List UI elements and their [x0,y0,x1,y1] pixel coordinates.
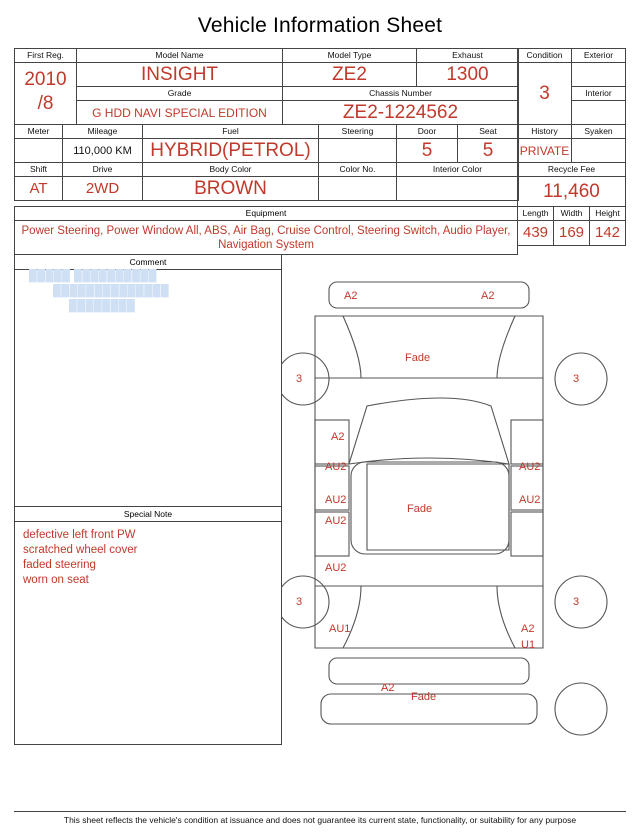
damage-mark: AU1 [329,623,351,635]
label-meter: Meter [15,125,63,139]
table-row [15,125,519,139]
value-model-type: ZE2 [283,63,417,87]
table-row [518,207,626,221]
bottom-section [14,254,626,747]
label-exterior: Exterior [572,49,626,63]
table-row [518,63,626,87]
equipment-block [14,206,518,255]
special-note-line: defective left front PW [23,529,136,541]
damage-mark: AU2 [325,461,347,473]
value-body-color: BROWN [143,177,319,201]
value-interior [572,101,626,125]
damage-mark: AU2 [325,515,347,527]
label-color-no: Color No. [319,163,397,177]
spec-right-block [517,48,625,207]
damage-mark: Fade [405,352,431,364]
spec-table-secondary [14,124,519,201]
label-door: Door [397,125,458,139]
page-title: Vehicle Information Sheet [197,14,443,37]
special-note-line: scratched wheel cover [23,544,138,556]
value-width: 169 [554,221,590,246]
special-note-text [15,522,281,594]
value-fuel: HYBRID(PETROL) [143,139,319,163]
value-recycle-fee: 11,460 [518,177,626,207]
comment-ghost-line: ██████████████ [53,285,170,297]
special-note-box [14,506,282,745]
value-seat: 5 [458,139,519,163]
table-row [518,177,626,207]
damage-mark: Fade [411,691,437,703]
value-history: PRIVATE [518,139,572,163]
table-row [15,207,518,221]
value-exterior [572,63,626,87]
damage-diagram-column [281,254,621,747]
value-steering [319,139,397,163]
damage-mark: A2 [344,290,358,302]
spec-table-primary [14,48,519,125]
comment-ghost-text [29,269,169,314]
value-exhaust: 1300 [417,63,519,87]
value-interior-color [397,177,519,201]
comment-ghost-line: █████ ██████████ [29,270,157,282]
value-height: 142 [590,221,626,246]
table-row [518,163,626,177]
vehicle-damage-diagram [281,254,621,747]
value-condition: 3 [518,63,572,125]
label-condition: Condition [518,49,572,63]
damage-mark: A2 [331,431,345,443]
label-seat: Seat [458,125,519,139]
label-model-type: Model Type [283,49,417,63]
label-recycle-fee: Recycle Fee [518,163,626,177]
footer-disclaimer: This sheet reflects the vehicle's condition at issuance and does not guarantee its current state, functionality, or suitability for any purpose [14,811,626,825]
comment-box [14,254,282,507]
value-length: 439 [518,221,554,246]
spec-left-block [14,48,518,207]
label-body-color: Body Color [143,163,319,177]
value-syaken [572,139,626,163]
special-note-line: faded steering [23,559,96,571]
value-shift: AT [15,177,63,201]
table-row [15,177,519,201]
damage-mark: AU2 [519,461,541,473]
label-chassis-number: Chassis Number [283,87,519,101]
label-height: Height [590,207,626,221]
label-equipment: Equipment [15,207,518,221]
label-shift: Shift [15,163,63,177]
special-note-header: Special Note [15,507,281,522]
table-row [15,139,519,163]
equipment-table [14,206,518,255]
label-first-reg: First Reg. [15,49,77,63]
label-interior: Interior [572,86,626,101]
label-drive: Drive [63,163,143,177]
value-mileage: 110,000 KM [63,139,143,163]
value-grade: G HDD NAVI SPECIAL EDITION [77,101,283,125]
value-equipment: Power Steering, Power Window All, ABS, Air Bag, Cruise Control, Steering Switch, Audio Player, Navigation System [15,221,518,255]
table-row [15,63,519,87]
damage-mark: AU2 [519,494,541,506]
value-door: 5 [397,139,458,163]
table-row [518,125,626,139]
table-row [15,49,519,63]
damage-mark: 3 [573,373,580,385]
notes-column [14,254,282,747]
value-color-no [319,177,397,201]
damage-mark: Fade [407,503,433,515]
label-grade: Grade [77,87,283,101]
table-row [15,101,519,125]
label-exhaust: Exhaust [417,49,519,63]
value-chassis-number: ZE2-1224562 [283,101,519,125]
damage-mark: 3 [573,596,580,608]
damage-mark: A2 [521,623,535,635]
value-meter [15,139,63,163]
label-mileage: Mileage [63,125,143,139]
label-length: Length [518,207,554,221]
label-fuel: Fuel [143,125,319,139]
label-steering: Steering [319,125,397,139]
table-row [15,221,518,255]
label-history: History [518,125,572,139]
table-row [15,87,519,101]
damage-mark: AU2 [325,494,347,506]
damage-mark: A2 [381,682,395,694]
damage-mark: AU2 [325,562,347,574]
dimensions-block [517,206,625,255]
label-interior-color: Interior Color [397,163,519,177]
comment-header: Comment [15,255,281,270]
dimensions-table [517,206,626,246]
value-first-reg-year: 2010 [24,68,67,90]
comment-ghost-line: ████████ [69,300,136,312]
condition-table [517,48,626,125]
special-note-line: worn on seat [23,574,89,586]
damage-mark: U1 [521,639,536,651]
value-drive: 2WD [63,177,143,201]
table-row [518,221,626,246]
label-model-name: Model Name [77,49,283,63]
value-first-reg-month: /8 [37,92,54,114]
vehicle-spec-section [14,48,626,207]
label-syaken: Syaken [572,125,626,139]
table-row [15,163,519,177]
table-row [518,139,626,163]
label-width: Width [554,207,590,221]
damage-mark: 3 [296,596,303,608]
history-table [517,124,626,207]
table-row [518,49,626,63]
value-model-name: INSIGHT [77,63,283,87]
damage-mark: 3 [296,373,303,385]
damage-mark: A2 [481,290,495,302]
equipment-section [14,206,626,255]
